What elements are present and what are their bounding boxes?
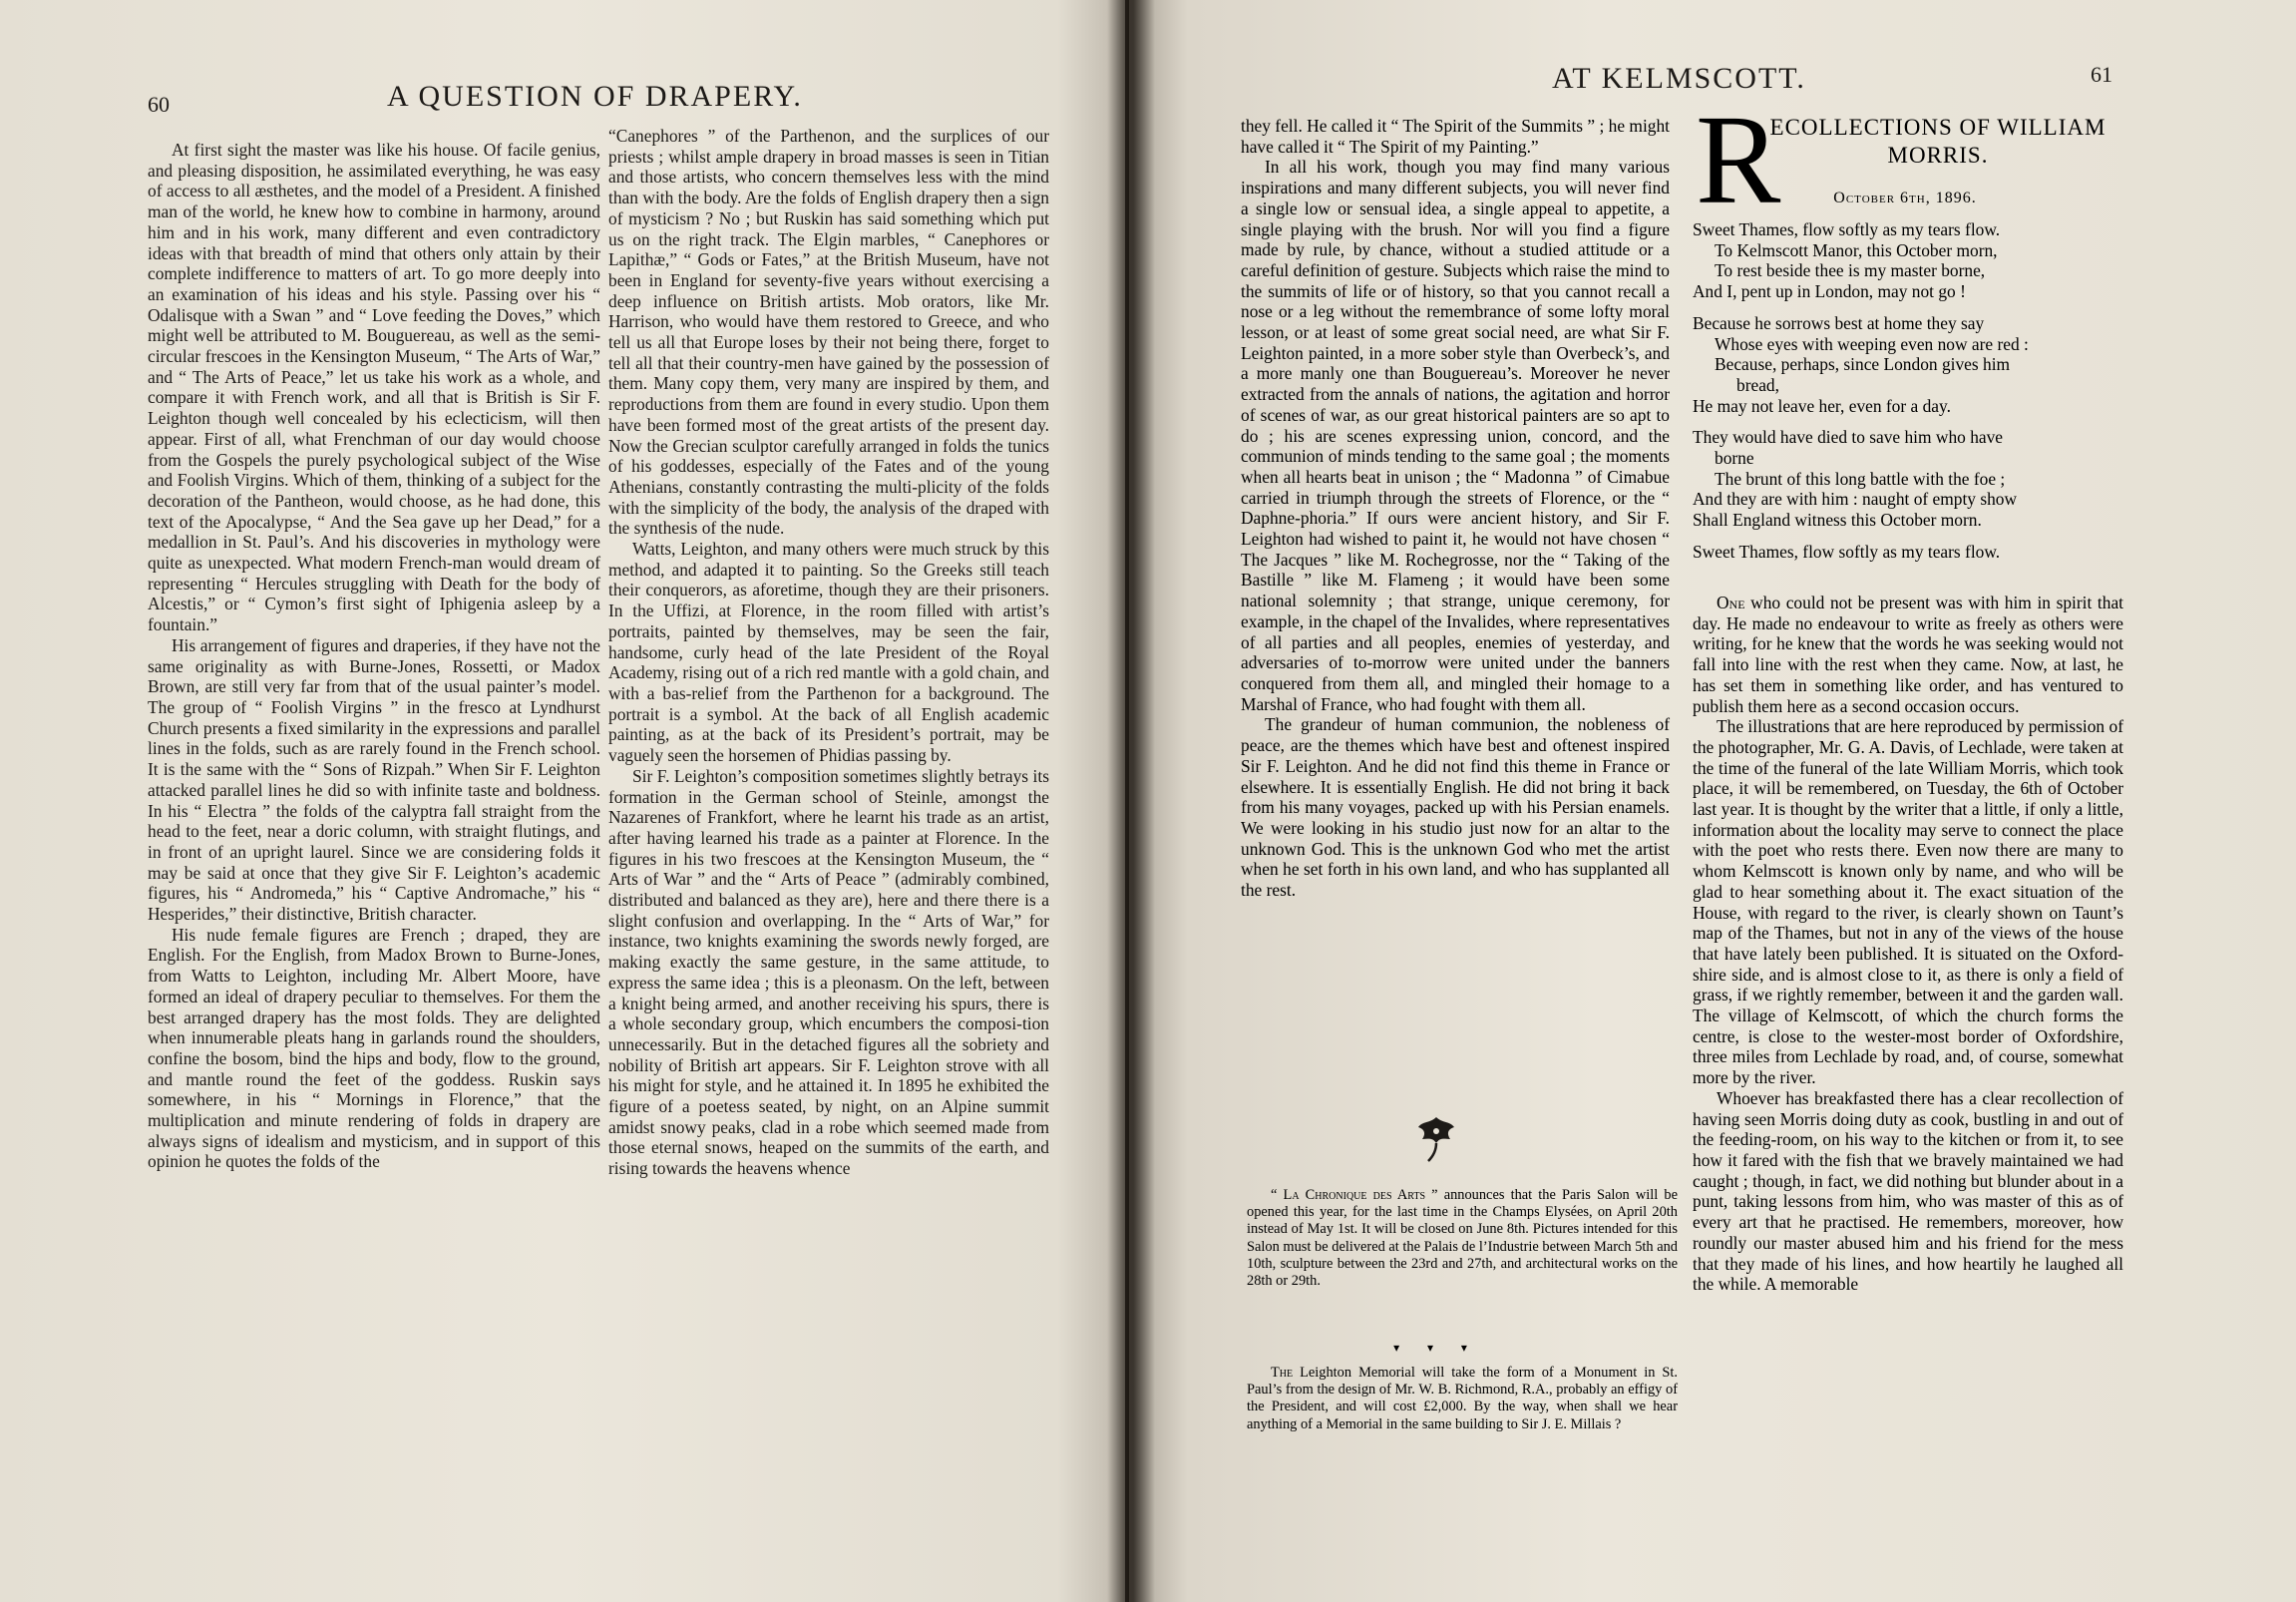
poem-line: And I, pent up in London, may not go ! [1693, 281, 1966, 302]
article-date: October 6th, 1896. [1833, 190, 1977, 206]
running-title: AT KELMSCOTT. [1552, 62, 1806, 95]
poem-line: He may not leave her, even for a day. [1693, 395, 1951, 416]
note-text: Leighton Memorial will take the form of a Monument in St. Paul’s from the design of Mr. W. B. Richmond, R.A., probably an effigy of the President, and will cost £2,000. By the way, when shall we hear anything of a Memorial in the same building to Sir J. E. Millais ? [1247, 1365, 1678, 1432]
poem [1693, 219, 2121, 574]
drop-cap: R [1696, 89, 1781, 230]
note-lead: The [1271, 1365, 1294, 1381]
left-column-1 [148, 140, 600, 1172]
note-text: announces that the Paris Salon will be opened this year, for the last time in the Champs Elysées, on April 20th instead of May 1st. It will be closed on June 8th. Pictures intended for this Salon must be delivered at the Palais de l’Industrie between March 5th and 10th, sculpture between the 23rd and 27th, and architectural works on the 28th or 29th. [1247, 1187, 1678, 1290]
note-salon [1247, 1187, 1678, 1290]
left-column-2 [608, 126, 1049, 1179]
paragraph: The illustrations that are here reproduced by permission of the photographer, Mr. G. A. Davis, of Lechlade, were taken at the time of the funeral of the late William Morris, which took place, it will be remembered, on Tuesday, the 6th of October last year. It is thought by the writer that a little, if only a little, information about the locality may serve to connect the place with the poet who rests there. Even now there are many to whom Kelmscott is known only by name, and who will be glad to hear something about it. The exact situation of the House, with regard to the river, is clearly shown on Taunt’s map of the Thames, but not in any of the views of the house that have lately been published. It is situated on the Oxford-shire side, and is almost close to it, as there is only a field of grass, if we rightly remember, between it and the garden wall. The village of Kelmscott, of which the church forms the centre, is close to the wester-most border of Oxfordshire, three miles from Lechlade by road, and, of course, somewhat more by the river. [1693, 716, 2123, 1088]
paragraph: In all his work, though you may find many various inspirations and many different subjects, you will never find a single low or sensual idea, a single appeal to appetite, a single playing with the brush. Nor will you find a figure made by rule, by chance, without a studied attitude or a careful definition of gesture. Subjects which raise the mind to the summits of life or of history, so that you cannot recall a nose or a leg without the remembrance of some lofty moral lesson, or at least of some great social need, are what Sir F. Leighton painted, in a more sober style than Overbeck’s, and a more manly one than Bouguereau’s. Moreover he never extracted from the annals of nations, the agitation and horror of scenes of war, as our great historical painters are so apt to do ; his are scenes expressing union, concord, and the communion of minds tending to the same goal ; the moments when all hearts beat in unison ; the “ Madonna ” of Cimabue carried in triumph through the streets of Florence, or the “ Daphne-phoria.” If ours were ancient history, and Sir F. Leighton had wished to paint it, he would not have chosen “ The Jacques ” like M. Rochegrosse, nor the “ Taking of the Bastille ” like M. Flameng ; it would have been some national solemnity ; that strange, unique ceremony, for example, in the chapel of the Invalides, where representatives of all parties and all peoples, enemies of yesterday, and adversaries of to-morrow were united under the banners conquered from them all, and mingled their homage to a Marshal of France, who had fought with them all. [1241, 157, 1670, 714]
paragraph: “Canephores ” of the Parthenon, and the surplices of our priests ; whilst ample drapery in broad masses is seen in Titian and those artists, who concern themselves less with the mind than with the body. Are the folds of English drapery then a sign of mysticism ? No ; but Ruskin has said something which put us on the right track. The Elgin marbles, “ Canephores or Lapithæ,” “ Gods or Fates,” at the British Museum, have not been in England for seventy-five years without exercising a deep influence on British artists. Mob orators, like Mr. Harrison, who would have them restored to Greece, and who tell us all that Europe loses by their not being there, forget to tell all that their country-men have gained by the possession of them. Many copy them, very many are inspired by them, and reproductions from them are found in every studio. Upon them have been formed most of the great artists of the present day. Now the Grecian sculptor carefully arranged in folds the tunics of his goddesses, especially of the Fates and of the young Athenians, constantly contrasting the multi-plicity of the folds with the simplicity of the body, the analysis of the draped with the synthesis of the nude. [608, 126, 1049, 539]
poem-line: Because, perhaps, since London gives him [1715, 354, 2011, 375]
paragraph: At first sight the master was like his house. Of facile genius, and pleasing disposition, he assimilated everything, he was easy of access to all æsthetes, and the model of a President. A finished man of the world, he knew how to combine in harmony, around him and in his work, many different and even contradictory ideas with that breadth of mind that others only attain by their complete indifference to matters of art. To go more deeply into an examination of his ideas and his style. Passing over his “ Odalisque with a Swan ” and “ Love feeding the Doves,” which might well be attributed to M. Bouguereau, as well as the semi-circular frescoes in the Kensington Museum, “ The Arts of War,” and “ The Arts of Peace,” let us take his work as a whole, and compare it with French work, and all that is British is Sir F. Leighton though well concealed by his eclecticism, will then appear. First of all, what Frenchman of our day would choose from the Gospels the purely psychological subject of the Wise and Foolish Virgins. Which of them, thinking of a subject for the decoration of the Pantheon, would choose, as he had done, this text of the Apocalypse, “ And the Sea gave up her Dead,” for a medallion in St. Paul’s. And his discoveries in mythology were quite as unexpected. What modern French-man would dream of representing “ Hercules struggling with Death for the body of Alcestis,” or “ Cymon’s first sight of Iphigenia asleep by a fountain.” [148, 140, 600, 635]
paragraph: The grandeur of human communion, the nobleness of peace, are the themes which have best and oftenest inspired Sir F. Leighton. And he did not find this theme in France or elsewhere. It is essentially English. He did not bring it back from his many voyages, packed up with his Persian enamels. We were looking in his studio just now for an altar to the unknown God. This is the unknown God who met the artist when he set forth in his own land, and who has supplanted all the rest. [1241, 714, 1670, 901]
fleuron-ornament-icon [1414, 1113, 1458, 1165]
note-lead: “ La Chronique des Arts ” [1271, 1187, 1438, 1203]
paragraph: Watts, Leighton, and many others were much struck by this method, and adapted it to painting. So the Greeks still teach their conquerors, as aforetime, though they are their prisoners. In the Uffizi, at Florence, in the room filled with artist’s portraits, painted by themselves, may be seen the fair, handsome, curly head of the late President of the Royal Academy, rising out of a rich red mantle with a gold chain, and with a bas-relief from the Parthenon for a background. The portrait is a symbol. At the back of all English academic painting, as at the back of its President’s portrait, may be vaguely seen the horsemen of Phidias passing by. [608, 539, 1049, 766]
poem-line: And they are with him : naught of empty show [1693, 489, 2018, 510]
page-number: 61 [2091, 62, 2112, 87]
poem-line: Because he sorrows best at home they say [1693, 312, 1985, 333]
book-gutter [1107, 0, 1155, 1602]
notes-divider: ▾ ▾ ▾ [1393, 1341, 1479, 1355]
paragraph: they fell. He called it “ The Spirit of the Summits ” ; he might have called it “ The Spirit of my Painting.” [1241, 116, 1671, 157]
poem-line: borne [1715, 448, 1754, 469]
paragraph: Sir F. Leighton’s composition sometimes slightly betrays its formation in the German school of Steinle, amongst the Nazarenes of Frankfort, where he learnt his trade as an artist, after having learned his trade as a painter at Florence. In the figures in his two frescoes at the Kensington Museum, the “ Arts of War ” and the “ Arts of Peace ” (admirably combined, distributed and balanced as they are), here and there there is a slight confusion and overlapping. In the “ Arts of War,” for instance, two knights examining the swords newly forged, are making exactly the same gesture, in the same attitude, to express the same idea ; this is a pleonasm. On the left, between a knight being armed, and another receiving his spurs, there is a whole secondary group, which encumbers the composi-tion unnecessarily. But in the detached figures all the sobriety and nobility of British art appears. Sir F. Leighton strove with all his might for style, and he attained it. In 1895 he exhibited the figure of a poetess seated, by night, on an Alpine summit amidst snowy peaks, clad in a robe which seemed made from those eternal snows, heaped on the summits of the earth, and rising towards the heavens whence [608, 765, 1049, 1179]
poem-line: They would have died to save him who have [1693, 427, 2004, 448]
article-body [1693, 593, 2123, 1295]
paragraph: His arrangement of figures and draperies, if they have not the same originality as with Burne-Jones, Rossetti, or Madox Brown, are still very far from that of the usual painter’s model. The group of “ Foolish Virgins ” in the fresco at Lyndhurst Church presents a fixed similarity in the expressions and parallel lines in the folds, such as are rarely found in the French school. It is the same with the “ Sons of Rizpah.” When Sir F. Leighton attacked parallel lines he did so with infinite taste and boldness. In his “ Electra ” the folds of the calyptra fall straight from the head to the feet, near a doric column, with straight flutings, and in front of an upright laurel. Since we are considering folds it may be said at once that they give Sir F. Leighton’s academic figures, his “ Andromeda,” his “ Captive Andromache,” his “ Hesperides,” their distinctive, British character. [148, 634, 600, 925]
paragraph: who could not be present was with him in spirit that day. He made no endeavour to write as freely as others were writing, for he knew that the words he was seeking would not fall into line with the rest when they came. Now, at last, he has set them in something like order, and has ventured to publish them here as a second occasion occurs. [1693, 593, 2123, 716]
poem-stanza [1693, 427, 2121, 531]
running-title: A QUESTION OF DRAPERY. [387, 80, 803, 113]
poem-line: Sweet Thames, flow softly as my tears flow. [1693, 219, 2001, 239]
lead-word: One [1717, 593, 1745, 612]
poem-stanza [1693, 542, 2121, 563]
poem-line: Whose eyes with weeping even now are red : [1715, 333, 2029, 354]
poem-line: Sweet Thames, flow softly as my tears flow. [1693, 541, 2001, 562]
paragraph: His nude female figures are French ; draped, they are English. For the English, from Madox Brown to Burne-Jones, from Watts to Leighton, including Mr. Albert Moore, have formed an ideal of drapery peculiar to themselves. For them the best arranged drapery has the most folds. They are delighted when innumerable pleats hang in garlands round the shoulders, confine the bosom, bind the hips and body, flow to the ground, and mantle round the feet of the goddess. Ruskin says somewhere, in his “ Mornings in Florence,” that the multiplication and minute rendering of folds in drapery are always signs of idealism and mysticism, and in support of this opinion he quotes the folds of the [148, 924, 600, 1172]
poem-line: Shall England witness this October morn. [1693, 510, 1982, 531]
poem-line: The brunt of this long battle with the foe ; [1715, 468, 2006, 489]
poem-stanza [1693, 313, 2121, 417]
poem-stanza [1693, 219, 2121, 302]
left-page [0, 0, 1125, 1602]
note-leighton-memorial [1247, 1365, 1678, 1433]
page-number: 60 [148, 92, 170, 117]
paragraph: Whoever has breakfasted there has a clear recollection of having seen Morris doing duty as cook, bustling in and out of the feeding-room, on his way to the kitchen or from it, to see how it fared with the fish that we bravely maintained we had caught ; though, in fact, we did nothing but blunder about in a punt, taking lessons from him, who was master of this as of every art that he practised. He remembers, moreover, how roundly our master abused him and his friend for the mess that they made of his lines, and how heartily he laughed all the while. A memorable [1693, 1087, 2123, 1295]
right-column-1 [1241, 116, 1670, 901]
article-title: ECOLLECTIONS OF WILLIAM MORRIS. [1769, 115, 2106, 168]
poem-line: bread, [1736, 374, 1779, 395]
poem-line: To rest beside thee is my master borne, [1715, 260, 1986, 281]
poem-line: To Kelmscott Manor, this October morn, [1715, 239, 1998, 260]
